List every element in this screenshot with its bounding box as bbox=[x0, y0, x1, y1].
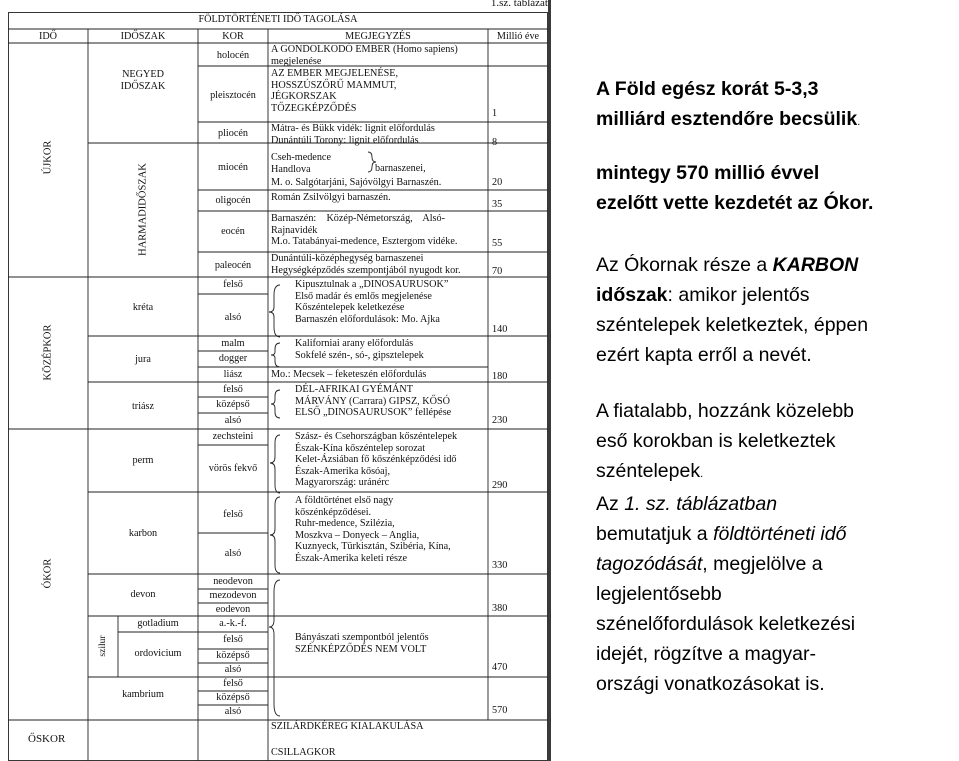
age-kreta-felso: felső bbox=[223, 279, 243, 290]
note-miocen-barnaszen: barnaszenei, bbox=[375, 163, 426, 174]
note-jura: Kaliforniai arany előfordulás Sokfelé szén-, só-, gipsztelepek bbox=[295, 338, 424, 361]
period-triasz: triász bbox=[131, 401, 155, 412]
million-570: 570 bbox=[492, 705, 508, 716]
note-paleozoic: Bányászati szempontból jelentős SZÉNKÉPZŐDÉS NEM VOLT bbox=[295, 632, 429, 655]
note-perm: Szász- és Csehországban kőszéntelepek Észak-Kína kőszéntelep sorozat Kelet-Ázsiában fő kőszénképződési idő Észak-Amerika kősóaj, Magyarország: uránérc bbox=[295, 431, 458, 489]
age-pleisztocen: pleisztocén bbox=[210, 90, 256, 101]
age-ordovicium-also: alsó bbox=[224, 664, 242, 675]
karbon-line-3: széntelepek keletkeztek, éppen bbox=[596, 314, 869, 336]
period-harmadidoszak: HARMADIDŐSZAK bbox=[137, 163, 149, 256]
million-230: 230 bbox=[492, 415, 508, 426]
paragraph-okor-start bbox=[596, 158, 873, 218]
note-oligocen: Román Zsilvölgyi barnaszén. bbox=[271, 192, 391, 203]
karbon-intro: Az Ókornak része a bbox=[596, 254, 773, 276]
age-kambrium-kozepso: középső bbox=[216, 692, 250, 703]
age-neodevon: neodevon bbox=[213, 576, 253, 587]
table-reference: Az 1. sz. táblázatban bbox=[596, 493, 778, 515]
age-malm: malm bbox=[221, 338, 245, 349]
age-liasz: liász bbox=[223, 369, 243, 380]
age-holocen: holocén bbox=[216, 50, 250, 61]
age-line-period: . bbox=[857, 116, 861, 128]
age-triasz-felso: felső bbox=[223, 384, 243, 395]
table-line-2-italic: földtörténeti idő bbox=[713, 523, 847, 545]
million-55: 55 bbox=[492, 238, 503, 249]
million-180: 180 bbox=[492, 371, 508, 382]
age-kreta-also: alsó bbox=[224, 312, 242, 323]
million-140: 140 bbox=[492, 324, 508, 335]
okor-line-2: ezelőtt vette kezdetét az Ókor. bbox=[596, 192, 874, 214]
paragraph-karbon bbox=[596, 250, 868, 370]
note-miocen-places: Cseh-medence Handlova bbox=[271, 152, 331, 175]
age-line-1: A Föld egész korát 5-3,3 bbox=[596, 78, 819, 100]
header-millio-eve: Millió éve bbox=[496, 31, 540, 42]
period-kreta: kréta bbox=[132, 302, 154, 313]
era-oskor: ŐSKOR bbox=[28, 733, 66, 745]
million-20: 20 bbox=[492, 177, 503, 188]
note-triasz: DÉL-AFRIKAI GYÉMÁNT MÁRVÁNY (Carrara) GIPSZ, KŐSÓ ELSŐ „DINOSAURUSOK” fellépése bbox=[295, 384, 452, 419]
geologic-time-table bbox=[8, 12, 548, 761]
million-330: 330 bbox=[492, 560, 508, 571]
table-line-6: idejét, rögzítve a magyar- bbox=[596, 643, 817, 665]
age-kambrium-felso: felső bbox=[223, 678, 243, 689]
header-idoszak: IDŐSZAK bbox=[120, 31, 166, 42]
age-akf: a.-k.-f. bbox=[219, 618, 247, 629]
age-line-2: milliárd esztendőre becsülik bbox=[596, 108, 858, 130]
age-ordovicium-kozepso: középső bbox=[216, 650, 250, 661]
note-liasz: Mo.: Mecsek – feketeszén előfordulás bbox=[271, 369, 427, 380]
table-title: FÖLDTÖRTÉNETI IDŐ TAGOLÁSA bbox=[198, 14, 358, 25]
age-triasz-kozepso: középső bbox=[216, 399, 250, 410]
table-caption-text: 1.sz. táblázat bbox=[490, 0, 548, 9]
period-szilur: szilur bbox=[98, 635, 108, 657]
note-pliocen: Mátra- és Bükk vidék: lignit előfordulás Dunántúli Torony: lignit előfordulás bbox=[271, 123, 435, 146]
era-okor: ÓKOR bbox=[42, 558, 54, 589]
million-70: 70 bbox=[492, 266, 503, 277]
million-8: 8 bbox=[492, 137, 498, 148]
note-miocen-hungary: M. o. Salgótarjáni, Sajóvölgyi Barnaszén. bbox=[271, 177, 442, 188]
paragraph-age-of-earth bbox=[596, 74, 860, 137]
age-zechsteini: zechsteini bbox=[212, 431, 254, 442]
header-megjegyzes: MEGJEGYZÉS bbox=[345, 31, 411, 42]
scan-edge-divider bbox=[548, 0, 551, 761]
period-kambrium: kambrium bbox=[122, 689, 164, 700]
period-karbon: karbon bbox=[128, 528, 158, 539]
note-oskor-csillagkor: CSILLAGKOR bbox=[271, 747, 336, 758]
idoszak-word: időszak bbox=[596, 284, 668, 306]
million-1: 1 bbox=[492, 108, 498, 119]
younger-line-1: A fiatalabb, hozzánk közelebb bbox=[596, 400, 855, 422]
table-line-3-end: , megjelölve a bbox=[702, 553, 823, 575]
age-karbon-felso: felső bbox=[223, 509, 243, 520]
age-triasz-also: alsó bbox=[224, 415, 242, 426]
age-miocen: miocén bbox=[218, 162, 248, 173]
note-paleocen: Dunántúli-középhegység barnaszenei Hegységképződés szempontjából nyugodt kor. bbox=[271, 253, 461, 276]
younger-line-2: eső korokban is keletkeztek bbox=[596, 430, 836, 452]
header-ido: IDŐ bbox=[38, 31, 58, 42]
karbon-word: KARBON bbox=[772, 254, 859, 276]
period-jura: jura bbox=[135, 354, 151, 365]
era-ujkor: ÚJKOR bbox=[42, 140, 54, 175]
note-kreta: Kipusztulnak a „DINOSAURUSOK” Első madár és emlős megjelenése Kőszéntelepek keletkezése Barnaszén előfordulások: Mo. Ajka bbox=[295, 279, 449, 325]
period-perm: perm bbox=[132, 455, 154, 466]
age-eodevon: eodevon bbox=[215, 604, 251, 615]
table-line-4: legjelentősebb bbox=[596, 583, 722, 605]
period-ordovicium: ordovicium bbox=[134, 648, 182, 659]
age-dogger: dogger bbox=[218, 353, 248, 364]
explanation-text bbox=[596, 0, 956, 761]
age-pliocen: pliocén bbox=[218, 128, 248, 139]
period-negyed-idoszak: NEGYED IDŐSZAK bbox=[120, 69, 166, 92]
header-kor: KOR bbox=[222, 31, 244, 42]
note-oskor-kereg: SZILÁRDKÉREG KIALAKULÁSA bbox=[271, 721, 424, 732]
million-470: 470 bbox=[492, 662, 508, 673]
age-kambrium-also: alsó bbox=[224, 706, 242, 717]
table-line-5: szénelőfordulások keletkezési bbox=[596, 613, 856, 635]
paragraph-younger-ages bbox=[596, 396, 855, 699]
period-devon: devon bbox=[130, 589, 156, 600]
million-290: 290 bbox=[492, 480, 508, 491]
million-35: 35 bbox=[492, 199, 503, 210]
age-voros-fekvo: vörös fekvő bbox=[208, 463, 258, 474]
age-oligocen: oligocén bbox=[215, 195, 251, 206]
table-line-3-italic: tagozódását bbox=[596, 553, 703, 575]
karbon-line-4: ezért kapta erről a nevét. bbox=[596, 344, 812, 366]
age-mezodevon: mezodevon bbox=[209, 590, 257, 601]
table-line-7: országi vonatkozásokat is. bbox=[596, 673, 825, 695]
note-holocen: A GONDOLKODÓ EMBER (Homo sapiens) megjelenése bbox=[271, 44, 458, 67]
era-kozepkor: KÖZÉPKOR bbox=[42, 324, 54, 381]
table-caption bbox=[0, 0, 548, 12]
note-eocen: Barnaszén: Közép-Németország, Alsó- Rajnavidék M.o. Tatabányai-medence, Esztergom vidéke. bbox=[271, 213, 458, 248]
note-karbon: A földtörténet első nagy kőszénképződései. Ruhr-medence, Szilézia, Moszkva – Donyeck – Anglia, Kuznyeck, Türkisztán, Szibéria, Kína, Észak-Amerika keleti része bbox=[295, 495, 451, 564]
million-380: 380 bbox=[492, 603, 508, 614]
age-karbon-also: alsó bbox=[224, 548, 242, 559]
younger-line-3: széntelepek bbox=[596, 460, 701, 482]
table-line-2-start: bemutatjuk a bbox=[596, 523, 714, 545]
younger-line-period: . bbox=[700, 468, 704, 480]
okor-line-1: mintegy 570 millió évvel bbox=[596, 162, 820, 184]
karbon-line-2: : amikor jelentős bbox=[667, 284, 810, 306]
note-pleisztocen: AZ EMBER MEGJELENÉSE, HOSSZÚSZŐRŰ MAMMUT, JÉGKORSZAK TŐZEGKÉPZŐDÉS bbox=[271, 68, 399, 114]
age-paleocen: paleocén bbox=[214, 260, 252, 271]
period-gotladium: gotladium bbox=[137, 618, 179, 629]
age-eocen: eocén bbox=[221, 226, 245, 237]
age-ordovicium-felso: felső bbox=[223, 634, 243, 645]
